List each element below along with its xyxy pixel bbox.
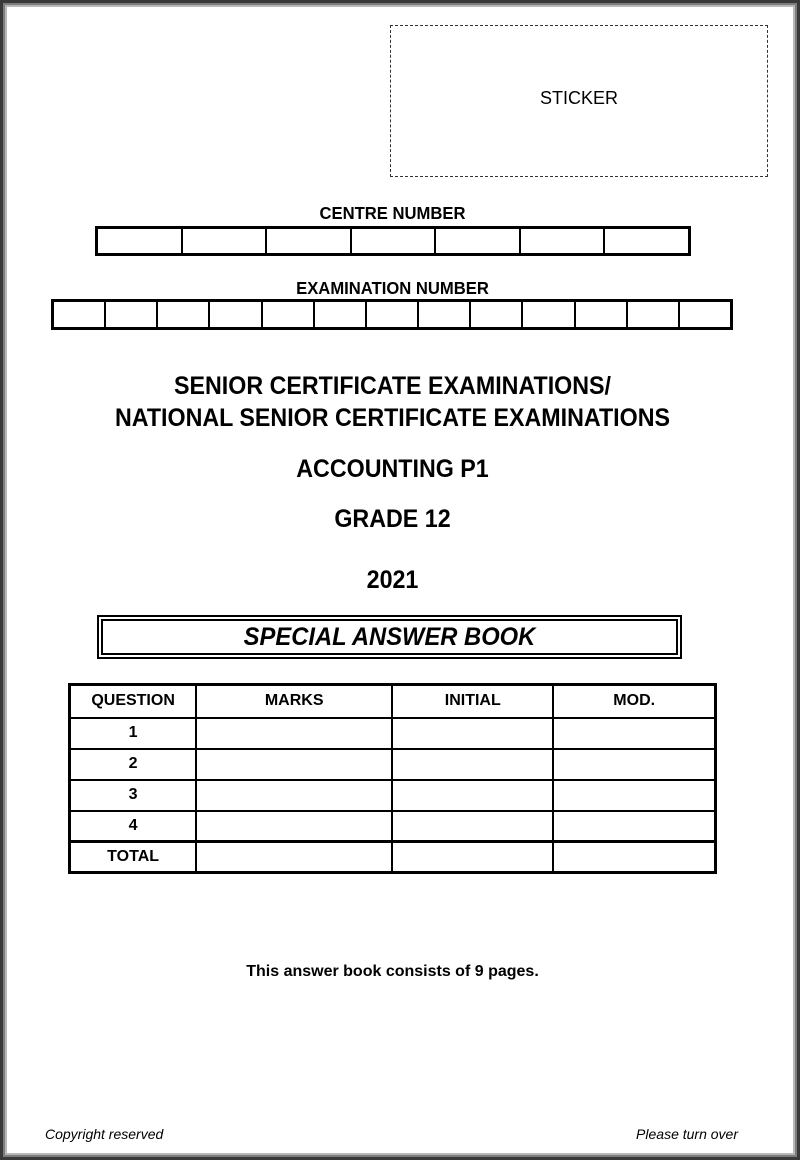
page-count-note: This answer book consists of 9 pages. bbox=[246, 963, 539, 980]
question-number: 4 bbox=[70, 811, 197, 842]
marks-table bbox=[68, 683, 717, 874]
examination-number-digit[interactable] bbox=[263, 302, 315, 327]
header-question: QUESTION bbox=[70, 685, 197, 718]
examination-number-digit[interactable] bbox=[106, 302, 158, 327]
mod-cell[interactable] bbox=[553, 749, 715, 780]
footer-turn-over: Please turn over bbox=[636, 1126, 738, 1142]
examination-number-digit[interactable] bbox=[315, 302, 367, 327]
centre-number-digit[interactable] bbox=[267, 229, 352, 253]
header-marks: MARKS bbox=[196, 685, 392, 718]
initial-cell[interactable] bbox=[392, 718, 553, 749]
marks-cell[interactable] bbox=[196, 718, 392, 749]
mod-cell[interactable] bbox=[553, 842, 715, 873]
table-header-row bbox=[70, 685, 716, 718]
year-title: 2021 bbox=[366, 566, 419, 594]
sticker-area bbox=[390, 25, 768, 177]
initial-cell[interactable] bbox=[392, 811, 553, 842]
centre-number-digit[interactable] bbox=[436, 229, 521, 253]
examination-number-digit[interactable] bbox=[210, 302, 262, 327]
examination-number-digit[interactable] bbox=[471, 302, 523, 327]
examination-number-label: EXAMINATION NUMBER bbox=[296, 278, 489, 298]
centre-number-digit[interactable] bbox=[98, 229, 183, 253]
examination-number-digit[interactable] bbox=[158, 302, 210, 327]
centre-number-digit[interactable] bbox=[352, 229, 437, 253]
examination-number-input[interactable] bbox=[51, 299, 733, 330]
centre-number-input[interactable] bbox=[95, 226, 691, 256]
marks-cell[interactable] bbox=[196, 811, 392, 842]
centre-number-digit[interactable] bbox=[183, 229, 268, 253]
centre-number-label: CENTRE NUMBER bbox=[319, 203, 466, 223]
sticker-label: STICKER bbox=[539, 87, 618, 108]
initial-cell[interactable] bbox=[392, 749, 553, 780]
question-number: 2 bbox=[70, 749, 197, 780]
subject-title: ACCOUNTING P1 bbox=[296, 455, 489, 483]
examination-number-digit[interactable] bbox=[54, 302, 106, 327]
header-initial: INITIAL bbox=[392, 685, 553, 718]
examination-number-digit[interactable] bbox=[419, 302, 471, 327]
initial-cell[interactable] bbox=[392, 780, 553, 811]
table-row-total bbox=[70, 842, 716, 873]
centre-number-digit[interactable] bbox=[605, 229, 688, 253]
mod-cell[interactable] bbox=[553, 811, 715, 842]
book-title: SPECIAL ANSWER BOOK bbox=[243, 622, 536, 651]
examination-number-digit[interactable] bbox=[367, 302, 419, 327]
marks-cell[interactable] bbox=[196, 749, 392, 780]
centre-number-digit[interactable] bbox=[521, 229, 606, 253]
exam-title-line1: SENIOR CERTIFICATE EXAMINATIONS/ bbox=[173, 372, 612, 400]
question-number: 1 bbox=[70, 718, 197, 749]
mod-cell[interactable] bbox=[553, 780, 715, 811]
initial-cell[interactable] bbox=[392, 842, 553, 873]
total-label: TOTAL bbox=[70, 842, 197, 873]
examination-number-digit[interactable] bbox=[576, 302, 628, 327]
examination-number-digit[interactable] bbox=[680, 302, 730, 327]
table-row bbox=[70, 749, 716, 780]
footer-copyright: Copyright reserved bbox=[45, 1126, 164, 1142]
marks-cell[interactable] bbox=[196, 842, 392, 873]
exam-title-line2: NATIONAL SENIOR CERTIFICATE EXAMINATIONS bbox=[114, 404, 670, 432]
book-title-box bbox=[97, 615, 682, 659]
examination-number-digit[interactable] bbox=[628, 302, 680, 327]
mod-cell[interactable] bbox=[553, 718, 715, 749]
header-mod: MOD. bbox=[553, 685, 715, 718]
table-row bbox=[70, 718, 716, 749]
table-row bbox=[70, 780, 716, 811]
table-row bbox=[70, 811, 716, 842]
grade-title: GRADE 12 bbox=[334, 505, 451, 533]
question-number: 3 bbox=[70, 780, 197, 811]
marks-cell[interactable] bbox=[196, 780, 392, 811]
examination-number-digit[interactable] bbox=[523, 302, 575, 327]
